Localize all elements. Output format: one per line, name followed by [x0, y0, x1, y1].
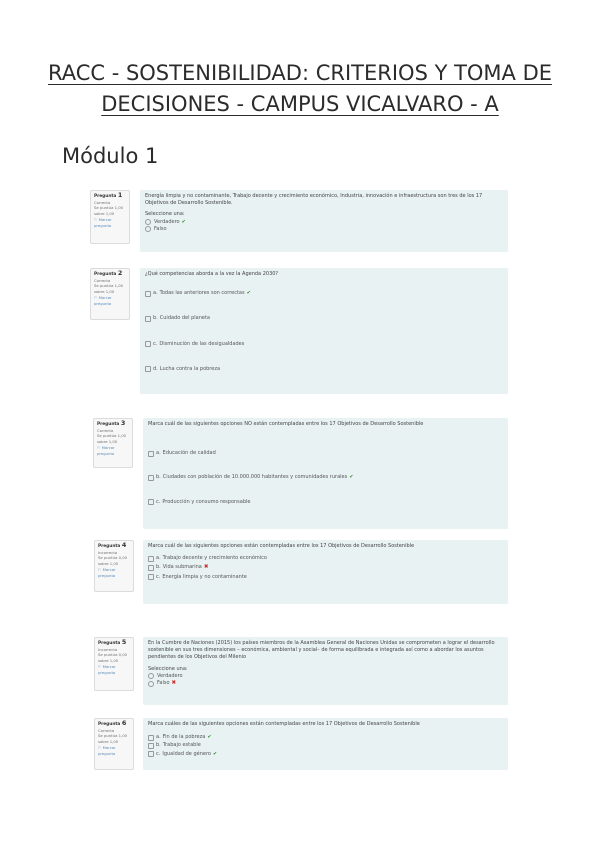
- question-info: [93, 418, 133, 468]
- question-status: Correcta: [94, 199, 111, 205]
- radio-button[interactable]: [148, 681, 154, 687]
- correct-icon: ✔: [349, 474, 354, 481]
- question-status: Correcta: [94, 277, 111, 283]
- checkbox[interactable]: [148, 574, 154, 580]
- flag-question-link[interactable]: ⚐ Marcar pregunta: [94, 217, 112, 228]
- question-body: [143, 718, 508, 770]
- flag-question-link[interactable]: ⚐ Marcar pregunta: [98, 664, 116, 675]
- question-status: Correcta: [98, 727, 115, 733]
- question-number: Pregunta 3: [97, 419, 126, 427]
- checkbox[interactable]: [148, 499, 154, 505]
- question-status: Incorrecta: [98, 549, 118, 555]
- checkbox[interactable]: [148, 735, 154, 741]
- question-score: Se puntúa 0,00 sobre 1,00: [98, 652, 128, 663]
- incorrect-icon: ✖: [171, 680, 177, 687]
- answer-option[interactable]: d. Lucha contra la pobreza: [145, 366, 503, 373]
- answer-option[interactable]: b. Vida submarina ✖: [148, 564, 503, 571]
- correct-icon: ✔: [181, 218, 186, 225]
- question-status: Correcta: [97, 427, 114, 433]
- question-text: Marca cuáles de las siguientes opciones están contempladas entre los 17 Objetivos de Desarrollo Sostenible: [148, 721, 420, 727]
- question-info: [90, 190, 130, 244]
- answer-option[interactable]: a. Trabajo decente y crecimiento económico: [148, 555, 503, 562]
- question-score: Se puntúa 1,00 sobre 1,00: [94, 205, 124, 216]
- radio-button[interactable]: [145, 219, 151, 225]
- checkbox[interactable]: [145, 366, 151, 372]
- checkbox[interactable]: [145, 291, 151, 297]
- answer-option[interactable]: Verdadero: [148, 673, 503, 680]
- question-status: Incorrecta: [98, 646, 118, 652]
- correct-icon: ✔: [212, 750, 218, 757]
- checkbox[interactable]: [145, 316, 151, 322]
- question-body: [143, 637, 508, 705]
- flag-question-link[interactable]: ⚐ Marcar pregunta: [97, 445, 115, 456]
- question-text: ¿Qué competencias aborda a la vez la Agenda 2030?: [145, 271, 279, 277]
- answer-option[interactable]: c. Disminución de las desigualdades: [145, 341, 503, 348]
- answer-option[interactable]: b. Cuidado del planeta: [145, 315, 503, 322]
- answer-option[interactable]: b. Trabajo estable: [148, 742, 503, 749]
- question-text: Marca cuál de las siguientes opciones están contempladas entre los 17 Objetivos de Desarrollo Sostenible: [148, 543, 415, 549]
- question-info: [94, 718, 134, 770]
- question-number: Pregunta 2: [94, 269, 123, 277]
- answer-option[interactable]: c. Producción y consumo responsable: [148, 499, 503, 506]
- flag-question-link[interactable]: ⚐ Marcar pregunta: [98, 745, 116, 756]
- correct-icon: ✔: [207, 734, 212, 741]
- answer-option[interactable]: Verdadero ✔: [145, 219, 503, 226]
- question-score: Se puntúa 1,00 sobre 1,00: [98, 733, 128, 744]
- question-number: Pregunta 6: [98, 719, 127, 727]
- answer-option[interactable]: c. Igualdad de género ✔: [148, 751, 503, 758]
- question-number: Pregunta 4: [98, 541, 127, 549]
- answer-option[interactable]: a. Fin de la pobreza ✔: [148, 734, 503, 741]
- answer-option[interactable]: c. Energía limpia y no contaminante: [148, 574, 503, 581]
- select-one-label: Seleccione una:: [145, 211, 185, 218]
- question-number: Pregunta 1: [94, 191, 123, 199]
- answer-option[interactable]: a. Todas las anteriores son correctas ✔: [145, 290, 503, 297]
- question-body: [140, 268, 508, 394]
- radio-button[interactable]: [148, 673, 154, 679]
- question-score: Se puntúa 1,00 sobre 1,00: [97, 433, 127, 444]
- checkbox[interactable]: [148, 451, 154, 457]
- flag-question-link[interactable]: ⚐ Marcar pregunta: [98, 567, 116, 578]
- incorrect-icon: ✖: [203, 564, 209, 571]
- document-title: RACC - SOSTENIBILIDAD: CRITERIOS Y TOMA DE DECISIONES - CAMPUS VICALVARO - A: [47, 61, 553, 116]
- answer-option[interactable]: a. Educación de calidad: [148, 450, 503, 457]
- question-info: [94, 540, 134, 592]
- question-text: En la Cumbre de Naciones (2015) los países miembros de la Asamblea General de Naciones Unidas se comprometen a lograr el desarrollo sostenible en sus tres dimensiones – económica, ambiental y social– de forma equilibrada e integrada así como a abordar los asuntos pendientes de los Objetivos del Milenio: [148, 640, 495, 661]
- answer-option[interactable]: Falso: [145, 226, 503, 233]
- checkbox[interactable]: [148, 751, 154, 757]
- checkbox[interactable]: [145, 341, 151, 347]
- checkbox[interactable]: [148, 475, 154, 481]
- question-score: Se puntúa 1,00 sobre 1,00: [94, 283, 124, 294]
- question-body: [143, 418, 508, 529]
- question-text: Marca cuál de las siguientes opciones NO están contempladas entre los 17 Objetivos de Desarrollo Sostenible: [148, 421, 424, 427]
- correct-icon: ✔: [246, 290, 251, 297]
- question-text: Energía limpia y no contaminante, Trabajo decente y crecimiento económico, Industria, innovación e infraestructura son tres de los 17 Objetivos de Desarrollo Sostenible.: [145, 193, 483, 207]
- checkbox[interactable]: [148, 565, 154, 571]
- question-body: [140, 190, 508, 252]
- answer-option[interactable]: b. Ciudades con población de 10.000.000 habitantes y comunidades rurales ✔: [148, 474, 503, 481]
- question-number: Pregunta 5: [98, 638, 127, 646]
- select-one-label: Seleccione una:: [148, 665, 188, 672]
- question-info: [94, 637, 134, 691]
- checkbox[interactable]: [148, 743, 154, 749]
- module-heading: Módulo 1: [62, 144, 159, 168]
- answer-option[interactable]: Falso ✖: [148, 680, 503, 687]
- flag-question-link[interactable]: ⚐ Marcar pregunta: [94, 295, 112, 306]
- checkbox[interactable]: [148, 556, 154, 562]
- question-score: Se puntúa 0,00 sobre 1,00: [98, 555, 128, 566]
- radio-button[interactable]: [145, 226, 151, 232]
- question-body: [143, 540, 508, 604]
- question-info: [90, 268, 130, 320]
